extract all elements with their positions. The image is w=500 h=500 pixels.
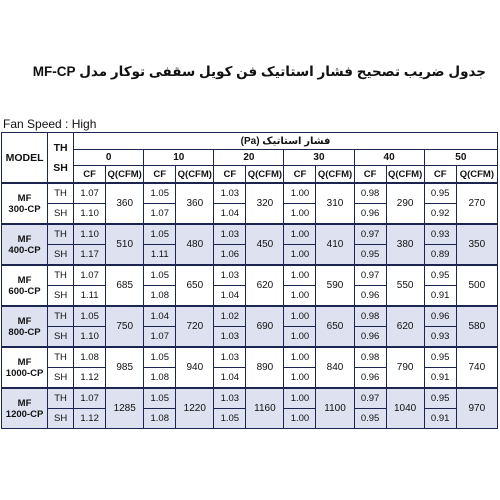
- airflow-cell: 985: [106, 347, 144, 388]
- header-q: Q(CFM): [246, 166, 284, 184]
- sh-cf-cell: 1.10: [74, 204, 106, 225]
- th-cf-cell: 0.95: [424, 183, 456, 204]
- th-cf-cell: 0.95: [424, 265, 456, 286]
- th-cf-cell: 1.00: [284, 347, 316, 368]
- header-cf: CF: [214, 166, 246, 184]
- airflow-cell: 270: [456, 183, 497, 224]
- th-cf-cell: 1.05: [144, 224, 176, 245]
- header-q: Q(CFM): [176, 166, 214, 184]
- th-cf-cell: 0.95: [424, 388, 456, 409]
- th-cf-cell: 1.05: [144, 183, 176, 204]
- airflow-cell: 650: [176, 265, 214, 306]
- th-cf-cell: 0.93: [424, 224, 456, 245]
- th-cf-cell: 1.05: [74, 306, 106, 327]
- airflow-cell: 450: [246, 224, 284, 265]
- th-cf-cell: 0.97: [354, 388, 386, 409]
- model-line: MF: [17, 397, 32, 409]
- th-cf-cell: 1.03: [214, 388, 246, 409]
- sh-cf-cell: 1.11: [144, 245, 176, 266]
- sh-cf-cell: 0.95: [354, 409, 386, 429]
- th-cf-cell: 1.02: [214, 306, 246, 327]
- airflow-cell: 685: [106, 265, 144, 306]
- airflow-cell: 840: [316, 347, 354, 388]
- model-line: MF: [17, 356, 32, 368]
- fan-speed-label: Fan Speed : High: [3, 117, 97, 131]
- airflow-cell: 650: [316, 306, 354, 347]
- model-line: 800-CP: [8, 326, 41, 338]
- th-cf-cell: 1.07: [74, 265, 106, 286]
- sh-cf-cell: 1.00: [284, 327, 316, 348]
- sh-cf-cell: 0.91: [424, 368, 456, 389]
- th-cf-cell: 1.08: [74, 347, 106, 368]
- airflow-cell: 1285: [106, 388, 144, 429]
- sh-cf-cell: 0.91: [424, 286, 456, 307]
- th-label: TH: [48, 347, 74, 368]
- th-label: TH: [48, 265, 74, 286]
- airflow-cell: 320: [246, 183, 284, 224]
- model-line: MF: [17, 233, 32, 245]
- sh-cf-cell: 1.04: [214, 368, 246, 389]
- sh-cf-cell: 0.91: [424, 409, 456, 429]
- header-cf: CF: [354, 166, 386, 184]
- th-cf-cell: 1.05: [144, 265, 176, 286]
- sh-cf-cell: 1.10: [74, 327, 106, 348]
- sh-cf-cell: 0.93: [424, 327, 456, 348]
- sh-cf-cell: 1.03: [214, 327, 246, 348]
- th-cf-cell: 1.03: [214, 347, 246, 368]
- sh-cf-cell: 0.96: [354, 327, 386, 348]
- header-cf: CF: [74, 166, 106, 184]
- th-cf-cell: 0.96: [424, 306, 456, 327]
- sh-cf-cell: 1.00: [284, 286, 316, 307]
- th-cf-cell: 1.07: [74, 183, 106, 204]
- sh-label: SH: [48, 286, 74, 307]
- model-line: 600-CP: [8, 285, 41, 297]
- th-cf-cell: 0.98: [354, 347, 386, 368]
- airflow-cell: 550: [386, 265, 424, 306]
- th-cf-cell: 0.98: [354, 306, 386, 327]
- sh-label: SH: [48, 327, 74, 348]
- airflow-cell: 940: [176, 347, 214, 388]
- airflow-cell: 620: [246, 265, 284, 306]
- sh-cf-cell: 0.95: [354, 245, 386, 266]
- sh-cf-cell: 1.00: [284, 204, 316, 225]
- airflow-cell: 620: [386, 306, 424, 347]
- sh-cf-cell: 1.00: [284, 368, 316, 389]
- airflow-cell: 1220: [176, 388, 214, 429]
- th-cf-cell: 0.97: [354, 265, 386, 286]
- header-q: Q(CFM): [386, 166, 424, 184]
- model-line: 300-CP: [8, 203, 41, 215]
- airflow-cell: 360: [176, 183, 214, 224]
- sh-cf-cell: 1.12: [74, 368, 106, 389]
- airflow-cell: 350: [456, 224, 497, 265]
- model-name: [2, 306, 48, 347]
- airflow-cell: 360: [106, 183, 144, 224]
- header-pressure-40: 40: [354, 150, 424, 166]
- sh-cf-cell: 1.04: [214, 204, 246, 225]
- sh-cf-cell: 1.12: [74, 409, 106, 429]
- header-cf: CF: [144, 166, 176, 184]
- th-cf-cell: 1.07: [74, 388, 106, 409]
- sh-label: SH: [48, 204, 74, 225]
- sh-cf-cell: 0.96: [354, 204, 386, 225]
- th-label: TH: [48, 388, 74, 409]
- sh-cf-cell: 1.08: [144, 286, 176, 307]
- th-cf-cell: 1.00: [284, 306, 316, 327]
- airflow-cell: 790: [386, 347, 424, 388]
- airflow-cell: 310: [316, 183, 354, 224]
- airflow-cell: 590: [316, 265, 354, 306]
- th-label: TH: [48, 306, 74, 327]
- th-cf-cell: 1.03: [214, 265, 246, 286]
- th-cf-cell: 1.04: [144, 306, 176, 327]
- header-th-sh: [48, 133, 74, 184]
- sh-label: SH: [48, 409, 74, 429]
- sh-cf-cell: 1.08: [144, 368, 176, 389]
- sh-cf-cell: 1.08: [144, 409, 176, 429]
- th-cf-cell: 0.97: [354, 224, 386, 245]
- th-cf-cell: 1.10: [74, 224, 106, 245]
- table-row: [2, 347, 498, 368]
- header-q: Q(CFM): [316, 166, 354, 184]
- sh-cf-cell: 0.92: [424, 204, 456, 225]
- header-pressure-20: 20: [214, 150, 284, 166]
- th-cf-cell: 1.03: [214, 224, 246, 245]
- header-cf: CF: [424, 166, 456, 184]
- model-name: [2, 347, 48, 388]
- table-row: [2, 224, 498, 245]
- sh-cf-cell: 1.07: [144, 204, 176, 225]
- th-cf-cell: 1.05: [144, 388, 176, 409]
- sh-cf-cell: 1.17: [74, 245, 106, 266]
- page-title: جدول ضریب تصحیح فشار استاتیک فن کویل سقفی توکار مدل MF-CP: [32, 64, 486, 79]
- header-q: Q(CFM): [106, 166, 144, 184]
- th-label: TH: [48, 183, 74, 204]
- airflow-cell: 890: [246, 347, 284, 388]
- sh-cf-cell: 1.05: [214, 409, 246, 429]
- th-cf-cell: 1.03: [214, 183, 246, 204]
- sh-cf-cell: 0.96: [354, 368, 386, 389]
- airflow-cell: 510: [106, 224, 144, 265]
- header-pressure-30: 30: [284, 150, 354, 166]
- th-cf-cell: 1.05: [144, 347, 176, 368]
- sh-cf-cell: 1.06: [214, 245, 246, 266]
- airflow-cell: 1040: [386, 388, 424, 429]
- airflow-cell: 500: [456, 265, 497, 306]
- th-cf-cell: 1.00: [284, 224, 316, 245]
- airflow-cell: 970: [456, 388, 497, 429]
- airflow-cell: 690: [246, 306, 284, 347]
- airflow-cell: 1100: [316, 388, 354, 429]
- airflow-cell: 1160: [246, 388, 284, 429]
- model-line: MF: [17, 192, 32, 204]
- model-name: [2, 224, 48, 265]
- table-row: [2, 265, 498, 286]
- model-line: MF: [17, 315, 32, 327]
- airflow-cell: 580: [456, 306, 497, 347]
- th-cf-cell: 1.00: [284, 265, 316, 286]
- model-line: MF: [17, 274, 32, 286]
- sh-label: SH: [48, 245, 74, 266]
- th-cf-cell: 0.98: [354, 183, 386, 204]
- header-pressure-50: 50: [424, 150, 497, 166]
- th-cf-cell: 1.00: [284, 388, 316, 409]
- sh-cf-cell: 1.00: [284, 245, 316, 266]
- sh-cf-cell: 0.89: [424, 245, 456, 266]
- header-pressure-0: 0: [74, 150, 144, 166]
- airflow-cell: 740: [456, 347, 497, 388]
- airflow-cell: 750: [106, 306, 144, 347]
- sh-cf-cell: 0.96: [354, 286, 386, 307]
- model-line: 1200-CP: [5, 408, 44, 420]
- model-line: 400-CP: [8, 244, 41, 256]
- table-row: [2, 306, 498, 327]
- th-cf-cell: 1.00: [284, 183, 316, 204]
- table-row: [2, 183, 498, 204]
- sh-cf-cell: 1.11: [74, 286, 106, 307]
- model-name: [2, 388, 48, 429]
- model-line: 1000-CP: [5, 367, 44, 379]
- sh-cf-cell: 1.04: [214, 286, 246, 307]
- airflow-cell: 410: [316, 224, 354, 265]
- header-cf: CF: [284, 166, 316, 184]
- sh-cf-cell: 1.00: [284, 409, 316, 429]
- airflow-cell: 720: [176, 306, 214, 347]
- airflow-cell: 480: [176, 224, 214, 265]
- header-sh: SH: [53, 161, 68, 174]
- header-q: Q(CFM): [456, 166, 497, 184]
- airflow-cell: 380: [386, 224, 424, 265]
- th-cf-cell: 0.95: [424, 347, 456, 368]
- sh-label: SH: [48, 368, 74, 389]
- correction-table: [1, 132, 498, 429]
- table-row: [2, 388, 498, 409]
- header-model: MODEL: [2, 133, 48, 184]
- model-name: [2, 183, 48, 224]
- header-static-pressure: فشار استاتیک (Pa): [74, 133, 498, 150]
- header-pressure-10: 10: [144, 150, 214, 166]
- airflow-cell: 290: [386, 183, 424, 224]
- model-name: [2, 265, 48, 306]
- th-label: TH: [48, 224, 74, 245]
- sh-cf-cell: 1.07: [144, 327, 176, 348]
- header-th: TH: [53, 141, 68, 154]
